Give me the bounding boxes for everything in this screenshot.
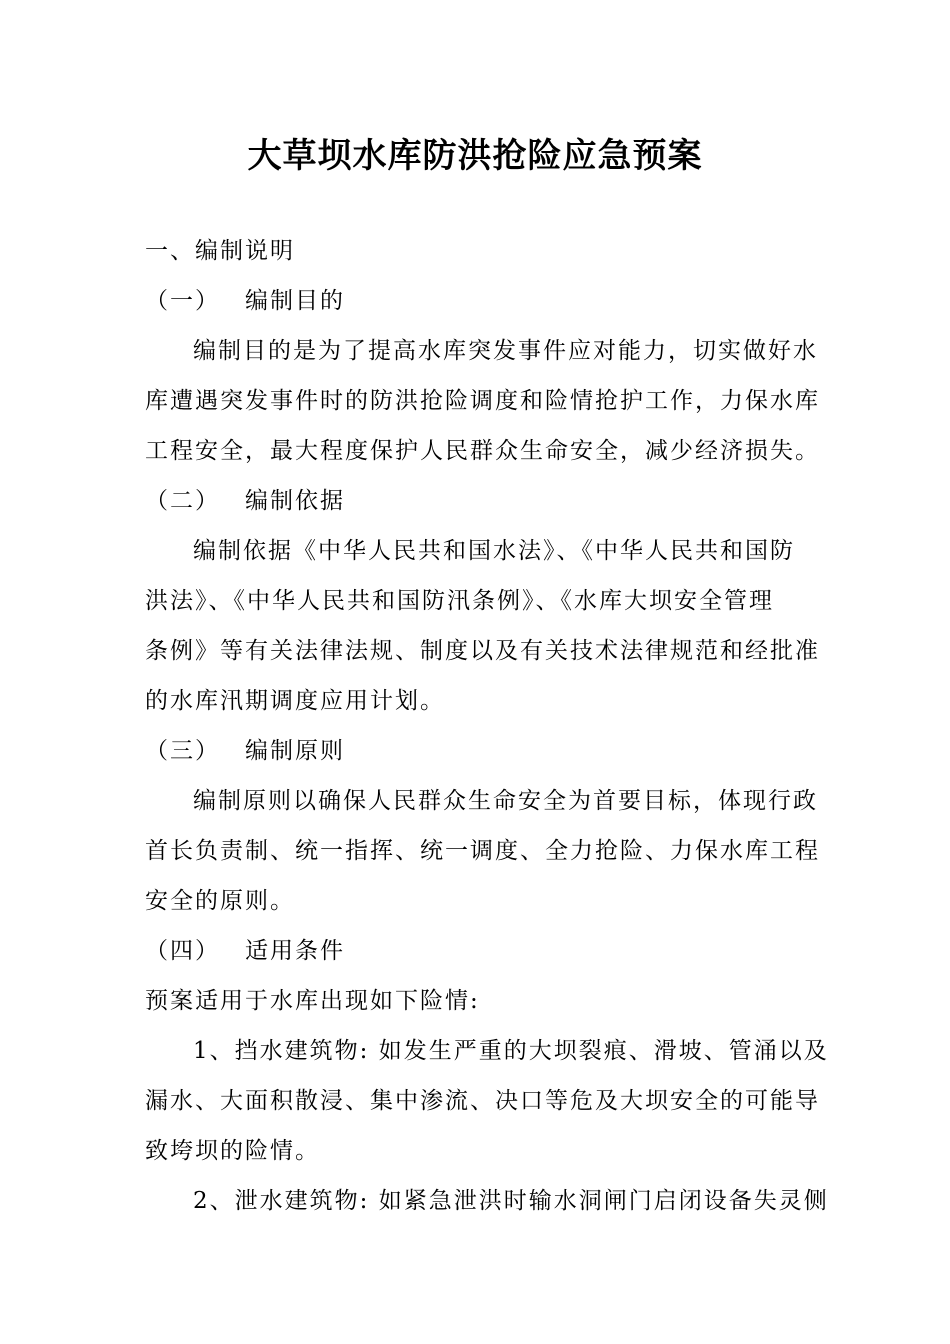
paragraph-line: 的水库汛期调度应用计划。 — [145, 688, 445, 714]
subsection-title: 编制目的 — [245, 288, 345, 314]
paragraph-line: 安全的原则。 — [145, 888, 295, 914]
paragraph-line: 洪法》、《中华人民共和国防汛条例》、《水库大坝安全管理 — [145, 588, 774, 614]
list-item-line: 致垮坝的险情。 — [145, 1138, 320, 1164]
subsection-title: 编制依据 — [245, 488, 345, 514]
document-title: 大草坝水库防洪抢险应急预案 — [247, 136, 703, 176]
subsection-label: （二） — [145, 488, 220, 514]
paragraph-line: 编制依据《中华人民共和国水法》、《中华人民共和国防 — [193, 538, 795, 564]
paragraph-line: 编制原则以确保人民群众生命安全为首要目标，体现行政 — [193, 788, 818, 814]
subsection-label: （三） — [145, 738, 220, 764]
section-heading: 一、编制说明 — [145, 238, 295, 264]
subsection-title: 适用条件 — [245, 938, 345, 964]
subsection-heading-1 — [145, 286, 345, 316]
subsection-label: （一） — [145, 288, 220, 314]
subsection-heading-3 — [145, 736, 345, 766]
paragraph-line: 库遭遇突发事件时的防洪抢险调度和险情抢护工作，力保水库 — [145, 388, 820, 414]
paragraph-line: 条例》等有关法律法规、制度以及有关技术法律规范和经批准 — [145, 638, 820, 664]
list-item-line: 2、泄水建筑物: 如紧急泄洪时输水洞闸门启闭设备失灵侧 — [193, 1188, 829, 1214]
subsection-heading-2 — [145, 486, 345, 516]
list-item-line: 漏水、大面积散浸、集中渗流、决口等危及大坝安全的可能导 — [145, 1088, 820, 1114]
paragraph-line: 编制目的是为了提高水库突发事件应对能力，切实做好水 — [193, 338, 818, 364]
subsection-label: （四） — [145, 938, 220, 964]
subsection-title: 编制原则 — [245, 738, 345, 764]
paragraph-line: 工程安全，最大程度保护人民群众生命安全，减少经济损失。 — [145, 438, 820, 464]
list-item-line: 1、挡水建筑物: 如发生严重的大坝裂痕、滑坡、管涌以及 — [193, 1038, 829, 1064]
paragraph-line: 预案适用于水库出现如下险情: — [145, 988, 480, 1014]
paragraph-line: 首长负责制、统一指挥、统一调度、全力抢险、力保水库工程 — [145, 838, 820, 864]
subsection-heading-4 — [145, 936, 345, 966]
